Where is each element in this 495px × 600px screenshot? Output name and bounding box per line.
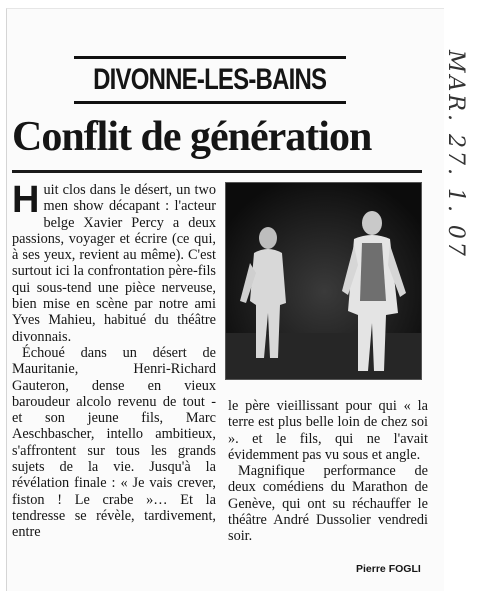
paragraph-1 [12,179,216,345]
byline: Pierre FOGLI [356,563,421,575]
headline-rule [12,170,422,173]
drop-cap: H [12,179,40,221]
paragraph-2: Échoué dans un désert de Mauritanie, Henri-Richard Gauteron, dense en vieux baroudeur alcolo revenu de tout - et son jeune fils, Marc Aeschbascher, intello ambitieux, s'affrontent sur tous les grands sujets de la vie. Jusqu'à la révélation finale : « Je vais crever, fiston ! Le crabe »… Et la tendresse se révèle, tardivement, entre [12,344,216,541]
paragraph-3: le père vieillissant pour qui « la terre est plus belle loin de chez soi ». et le fils, qui ne l'avait évidemment pas vu sous et angle. [228,398,428,463]
handwritten-date: MAR. 27. 1. 07 [443,50,468,259]
article-column-1 [12,179,216,541]
stage-photo-icon [226,183,422,380]
headline: Conflit de génération [12,114,372,160]
location-title: DIVONNE-LES-BAINS [93,63,327,96]
location-banner [74,56,346,104]
article-column-2 [228,398,428,545]
paragraph-4: Magnifique performance de deux comédiens du Marathon de Genève, qui ont su réchauffer le théâtre André Dussolier vendredi soir. [228,463,428,545]
paragraph-1-text: uit clos dans le désert, un two men show décapant : l'acteur belge Xavier Percy a deux passions, voyager et écrire (ce qui, à ses yeux, revient au même). C'est surtout ici la confrontation père-fils qui sous-tend une pièce nerveuse, bien mise en scène par notre ami Yves Mahieu, habitué du théâtre divonnais. [12,182,216,345]
stage-photo [225,182,422,380]
